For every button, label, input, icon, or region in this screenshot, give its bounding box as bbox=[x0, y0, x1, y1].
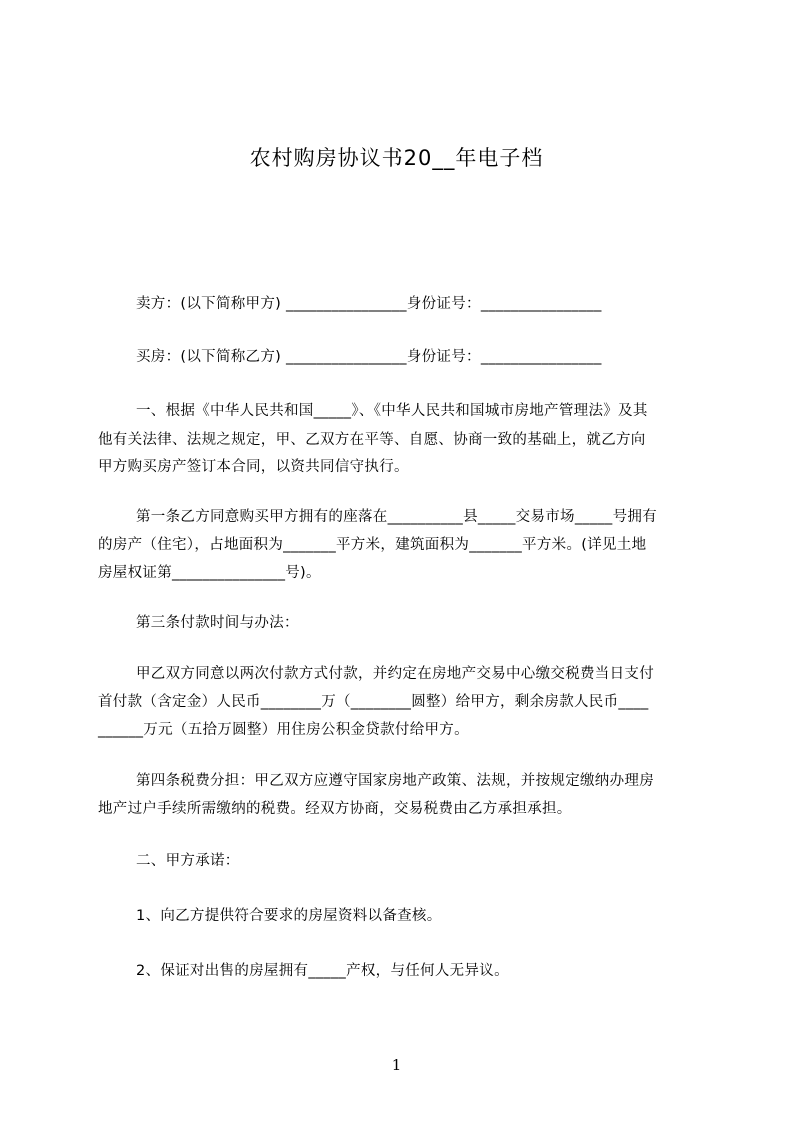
commitment-item-2: 2、保证对出售的房屋拥有_____产权，与任何人无异议。 bbox=[136, 963, 509, 979]
seller-line: 卖方：(以下简称甲方) ________________身份证号：________________ bbox=[136, 296, 602, 312]
buyer-line: 买房：(以下简称乙方) ________________身份证号：________________ bbox=[136, 349, 602, 365]
payment-line-1: 甲乙双方同意以两次付款方式付款，并约定在房地产交易中心缴交税费当日支付 bbox=[136, 666, 654, 682]
payment-line-3: ______万元（五拾万圆整）用住房公积金贷款付给甲方。 bbox=[98, 722, 469, 738]
seller-commitment-heading: 二、甲方承诺： bbox=[136, 853, 240, 869]
commitment-item-1: 1、向乙方提供符合要求的房屋资料以备查核。 bbox=[136, 908, 442, 924]
article-three-heading: 第三条付款时间与办法： bbox=[136, 615, 299, 631]
article-four-line-2: 地产过户手续所需缴纳的税费。经双方协商，交易税费由乙方承担承担。 bbox=[98, 801, 572, 817]
article-four-line-1: 第四条税费分担：甲乙双方应遵守国家房地产政策、法规，并按规定缴纳办理房 bbox=[136, 773, 654, 789]
payment-line-2: 首付款（含定金）人民币________万（________圆整）给甲方，剩余房款人民币____ bbox=[98, 694, 649, 710]
page-number: 1 bbox=[391, 1056, 402, 1074]
document-title: 农村购房协议书20__年电子档 bbox=[249, 146, 544, 170]
clause-one-line-3: 甲方购买房产签订本合同，以资共同信守执行。 bbox=[98, 459, 409, 475]
article-one-line-3: 房屋权证第_______________号)。 bbox=[98, 565, 321, 581]
article-one-line-1: 第一条乙方同意购买甲方拥有的座落在__________县_____交易市场_____号拥有 bbox=[136, 509, 657, 525]
clause-one-line-1: 一、根据《中华人民共和国_____》、《中华人民共和国城市房地产管理法》及其 bbox=[136, 403, 648, 419]
article-one-line-2: 的房产（住宅），占地面积为_______平方米，建筑面积为_______平方米。(详见土地 bbox=[98, 537, 647, 553]
clause-one-line-2: 他有关法律、法规之规定，甲、乙双方在平等、自愿、协商一致的基础上，就乙方向 bbox=[98, 432, 646, 448]
